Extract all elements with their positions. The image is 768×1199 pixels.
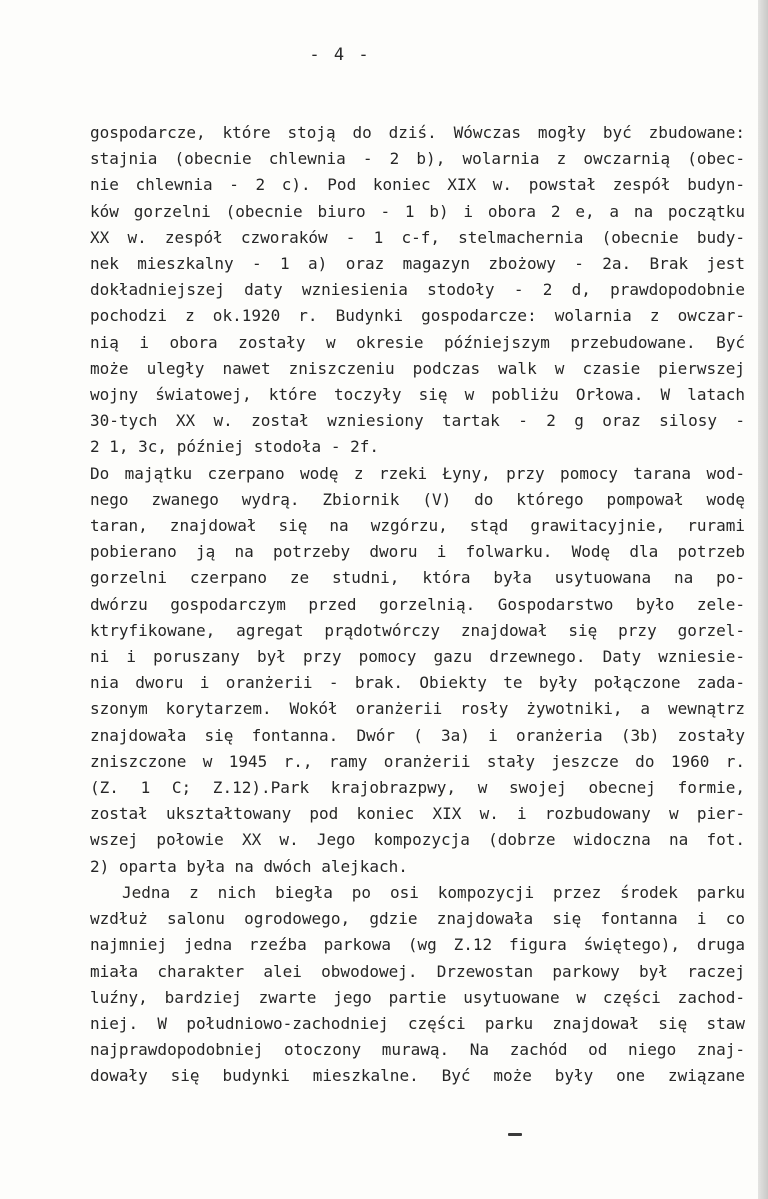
document-body [90,120,745,1090]
text-line: miała charakter alei obwodowej. Drzewostan parkowy był raczej [90,961,745,981]
text-line: wojny światowej, które toczyły się w pobliżu Orłowa. W latach [90,385,745,405]
text-line: stajnia (obecnie chlewnia - 2 b), wolarnia z owczarnią (obec- [90,149,745,169]
text-line: ktryfikowane, agregat prądotwórczy znajdował się przy gorzel- [90,620,745,640]
text-line: 2) oparta była na dwóch alejkach. [90,856,408,876]
text-line: Jedna z nich biegła po osi kompozycji przez środek parku [122,882,745,902]
text-line: nia dworu i oranżerii - brak. Obiekty te były połączone zada- [90,673,745,693]
text-line: XX w. zespół czworaków - 1 c-f, stelmacherniа (obecnie budy- [90,227,745,247]
ink-mark [508,1133,522,1136]
text-line: może uległy nawet zniszczeniu podczas walk w czasie pierwszej [90,358,745,378]
text-line: ków gorzelni (obecnie biuro - 1 b) i obora 2 e, a na początku [90,201,745,221]
text-line: nią i obora zostały w okresie późniejszym przebudowane. Być [90,332,745,352]
text-line: dowały się budynki mieszkalne. Być może były one związane [90,1066,745,1086]
text-line: niej. W południowo-zachodniej części parku znajdował się staw [90,1013,745,1033]
text-line: dokładniejszej daty wzniesienia stodoły - 2 d, prawdopodobnie [90,280,745,300]
text-line: pobierano ją na potrzeby dworu i folwarku. Wodę dla potrzeb [90,542,745,562]
text-line: ni i poruszany był przy pomocy gazu drzewnego. Daty wzniesie- [90,647,745,667]
text-line: luźny, bardziej zwarte jego partie usytuowane w części zachod- [90,987,745,1007]
text-line: 2 1, 3c, później stodoła - 2f. [90,437,379,457]
text-line: został ukształtowany pod koniec XIX w. i rozbudowany w pier- [90,804,745,824]
page-edge [758,0,768,1199]
text-line: nego zwanego wydrą. Zbiornik (V) do którego pompował wodę [90,489,745,509]
text-line: zniszczone w 1945 r., ramy oranżerii stały jeszcze do 1960 r. [90,751,745,771]
text-line: (Z. 1 C; Z.12).Park krajobrazpwy, w swojej obecnej formie, [90,778,745,798]
text-line: znajdowała się fontanna. Dwór ( 3a) i oranżeria (3b) zostały [90,725,745,745]
text-line: 30-tych XX w. został wzniesiony tartak - 2 g oraz silosy - [90,411,745,431]
text-line: nie chlewnia - 2 c). Pod koniec XIX w. powstał zespół budyn- [90,175,745,195]
text-line: szonym korytarzem. Wokół oranżerii rosły żywotniki, a wewnątrz [90,699,745,719]
text-line: nek mieszkalny - 1 a) oraz magazyn zbożowy - 2a. Brak jest [90,254,745,274]
text-line: gorzelni czerpano ze studni, która była usytuowana na po- [90,568,745,588]
text-line: gospodarcze, które stoją do dziś. Wówczas mogły być zbudowane: [90,123,745,142]
text-line: taran, znajdował się na wzgórzu, stąd grawitacyjnie, rurami [90,516,745,536]
page-number: - 4 - [309,45,371,65]
text-line: dwórzu gospodarczym przed gorzelnią. Gospodarstwo było zele- [90,594,745,614]
text-line: wszej połowie XX w. Jego kompozycja (dobrze widoczna na fot. [90,830,745,850]
text-line: najmniej jedna rzeźba parkowa (wg Z.12 figura świętego), druga [90,935,745,955]
text-line: najprawdopodobniej otoczony murawą. Na zachód od niego znaj- [90,1040,745,1060]
text-line: wzdłuż salonu ogrodowego, gdzie znajdowała się fontanna i co [90,909,745,929]
text-line: Do majątku czerpano wodę z rzeki Łyny, przy pomocy tarana wod- [90,463,745,483]
text-line: pochodzi z ok.1920 r. Budynki gospodarcze: wolarnia z owczar- [90,306,745,326]
